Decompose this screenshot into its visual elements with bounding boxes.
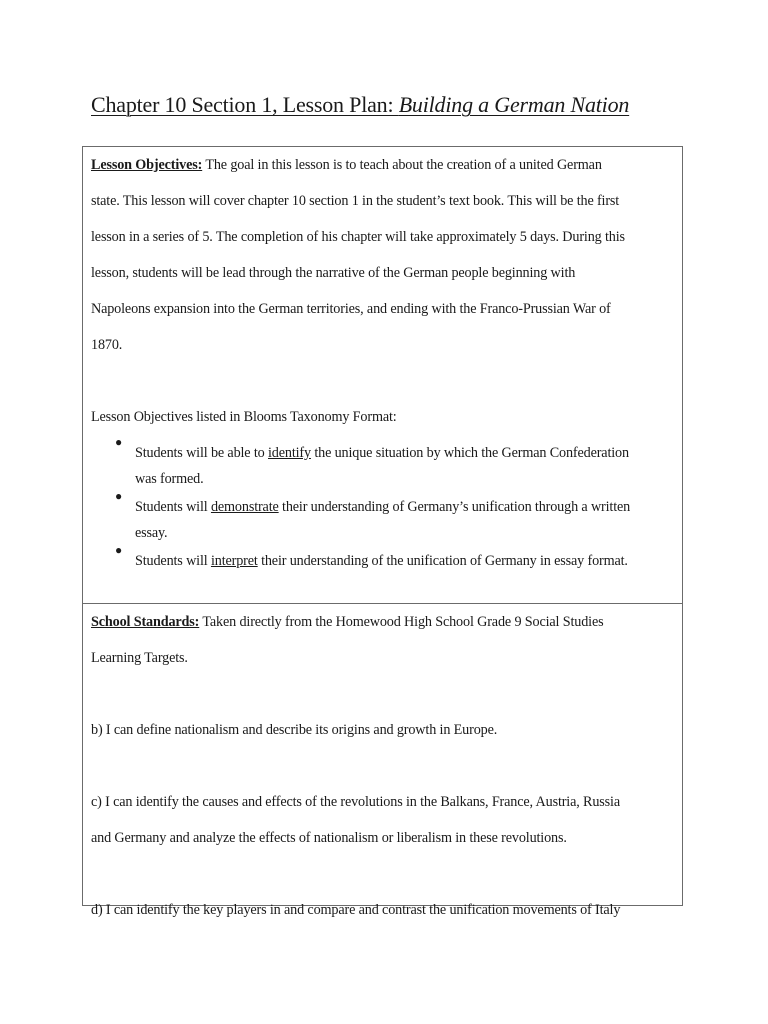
standards-line-1: [91, 604, 674, 640]
objectives-text: The goal in this lesson is to teach about the creation of a united German: [202, 157, 602, 173]
objectives-line-4: lesson, students will be lead through the narrative of the German people beginning with: [91, 265, 576, 281]
standards-label: School Standards:: [91, 614, 200, 630]
standard-b: b) I can define nationalism and describe its origins and growth in Europe.: [91, 722, 498, 738]
bullet-text: Students will: [135, 499, 211, 515]
objectives-line-6: 1870.: [91, 337, 123, 353]
spacer: [91, 363, 674, 399]
lesson-objectives-cell: [83, 147, 682, 604]
spacer: [91, 856, 674, 892]
bullet-icon: ●: [115, 489, 123, 503]
bullet-icon: ●: [115, 435, 123, 449]
bullet-text: their understanding of Germany’s unification through a written: [278, 499, 631, 515]
list-item: [91, 543, 674, 579]
bullet-text: their understanding of the unification of Germany in essay format.: [257, 553, 628, 569]
objectives-line-3: lesson in a series of 5. The completion of his chapter will take approximately 5 days. During this: [91, 229, 625, 245]
bullet-verb: identify: [268, 445, 311, 461]
title-emphasis: Building a German Nation: [398, 92, 630, 117]
blooms-intro: Lesson Objectives listed in Blooms Taxonomy Format:: [91, 409, 397, 425]
spacer: [91, 676, 674, 712]
bullet-verb: demonstrate: [210, 499, 279, 515]
title-prefix: Chapter 10 Section 1, Lesson Plan:: [91, 92, 399, 117]
standards-line-2: Learning Targets.: [91, 650, 188, 666]
standard-d: d) I can identify the key players in and compare and contrast the unification movements of Italy: [91, 902, 621, 918]
bullet-verb: interpret: [210, 553, 258, 569]
objectives-line-1: [91, 147, 674, 183]
bullet-continuation: essay.: [135, 525, 168, 541]
standard-c-line-2: and Germany and analyze the effects of nationalism or liberalism in these revolutions.: [91, 830, 567, 846]
standard-c-line-1: c) I can identify the causes and effects of the revolutions in the Balkans, France, Austria, Russia: [91, 794, 620, 810]
objectives-line-5: Napoleons expansion into the German territories, and ending with the Franco-Prussian War of: [91, 301, 611, 317]
school-standards-cell: [83, 604, 682, 918]
spacer: [91, 748, 674, 784]
standards-text: Taken directly from the Homewood High School Grade 9 Social Studies: [199, 614, 604, 630]
document-title: [91, 92, 629, 118]
bullet-text: the unique situation by which the German Confederation: [310, 445, 629, 461]
lesson-plan-table: [82, 146, 683, 918]
list-item: [91, 489, 674, 543]
objectives-line-2: state. This lesson will cover chapter 10 section 1 in the student’s text book. This will be the first: [91, 193, 620, 209]
bullet-text: Students will: [135, 553, 211, 569]
objectives-list: [91, 435, 674, 579]
bullet-text: Students will be able to: [135, 445, 268, 461]
objectives-label: Lesson Objectives:: [91, 157, 203, 173]
list-item: [91, 435, 674, 489]
bullet-continuation: was formed.: [135, 471, 204, 487]
bullet-icon: ●: [115, 543, 123, 557]
